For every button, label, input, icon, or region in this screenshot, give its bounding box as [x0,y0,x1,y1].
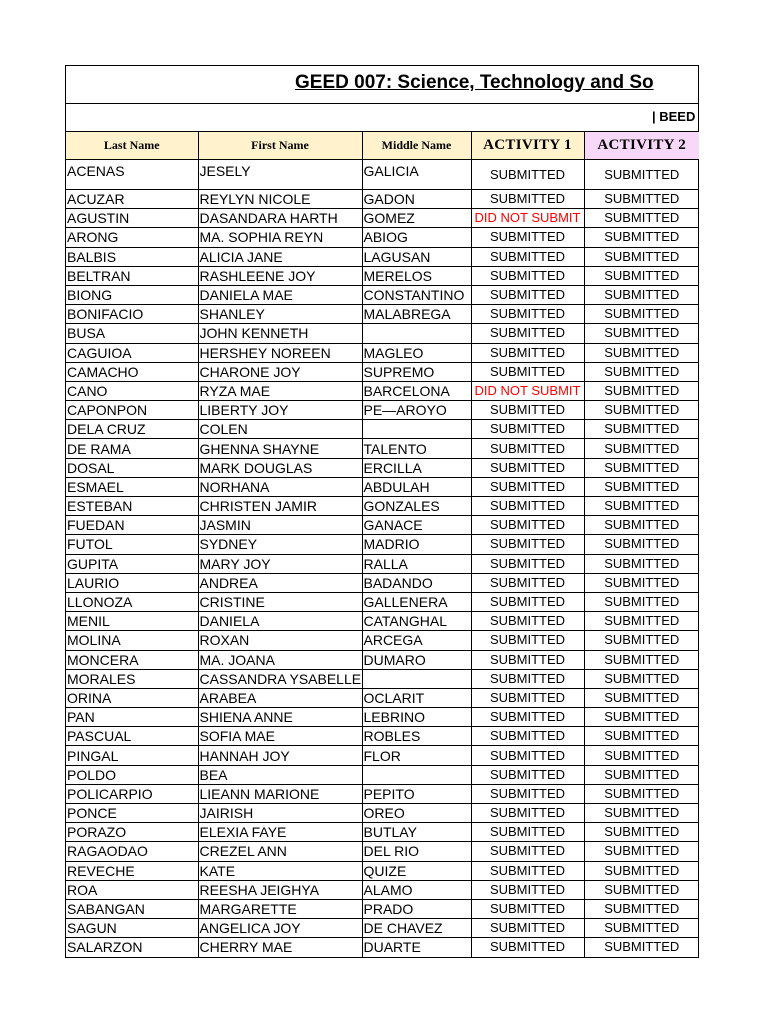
cell-last-name[interactable]: SAGUN [66,919,198,938]
table-row [66,401,699,420]
cell-activity-1[interactable]: SUBMITTED [471,765,584,784]
cell-activity-2[interactable]: SUBMITTED [584,458,699,477]
cell-first-name[interactable]: NORHANA [198,477,362,496]
cell-activity-1[interactable]: SUBMITTED [471,708,584,727]
cell-activity-2[interactable]: SUBMITTED [584,535,699,554]
cell-activity-2[interactable]: SUBMITTED [584,160,699,190]
cell-activity-2[interactable]: SUBMITTED [584,765,699,784]
cell-middle-name[interactable] [362,669,471,688]
cell-activity-1[interactable]: SUBMITTED [471,650,584,669]
cell-activity-2[interactable]: SUBMITTED [584,305,699,324]
cell-last-name[interactable]: CAPONPON [66,401,198,420]
cell-first-name[interactable]: CHARONE JOY [198,362,362,381]
cell-last-name[interactable]: ACUZAR [66,190,198,209]
cell-first-name[interactable]: MA. SOPHIA REYN [198,228,362,247]
cell-first-name[interactable]: SOFIA MAE [198,727,362,746]
cell-last-name[interactable]: PAN [66,708,198,727]
cell-middle-name[interactable]: ERCILLA [362,458,471,477]
cell-activity-2[interactable]: SUBMITTED [584,209,699,228]
cell-middle-name[interactable]: DEL RIO [362,842,471,861]
cell-last-name[interactable]: DELA CRUZ [66,420,198,439]
cell-middle-name[interactable]: CONSTANTINO [362,285,471,304]
cell-activity-1[interactable]: SUBMITTED [471,535,584,554]
cell-first-name[interactable]: DANIELA [198,612,362,631]
header-middle-name[interactable]: Middle Name [362,132,471,160]
cell-middle-name[interactable]: GALICIA [362,160,471,190]
cell-last-name[interactable]: PASCUAL [66,727,198,746]
table-row [66,420,699,439]
cell-first-name[interactable]: MARGARETTE [198,899,362,918]
cell-activity-1[interactable]: SUBMITTED [471,324,584,343]
cell-middle-name[interactable]: ABIOG [362,228,471,247]
cell-activity-1[interactable]: SUBMITTED [471,362,584,381]
cell-middle-name[interactable]: ABDULAH [362,477,471,496]
table-row [66,190,699,209]
cell-activity-2[interactable]: SUBMITTED [584,228,699,247]
cell-last-name[interactable]: POLICARPIO [66,784,198,803]
cell-middle-name[interactable]: DE CHAVEZ [362,919,471,938]
cell-first-name[interactable]: HANNAH JOY [198,746,362,765]
cell-activity-2[interactable]: SUBMITTED [584,823,699,842]
cell-first-name[interactable]: CHRISTEN JAMIR [198,497,362,516]
cell-middle-name[interactable]: QUIZE [362,861,471,880]
cell-activity-2[interactable]: SUBMITTED [584,938,699,957]
cell-activity-1[interactable]: SUBMITTED [471,439,584,458]
cell-first-name[interactable]: RASHLEENE JOY [198,266,362,285]
cell-first-name[interactable]: ANGELICA JOY [198,919,362,938]
cell-first-name[interactable]: DASANDARA HARTH [198,209,362,228]
cell-activity-2[interactable]: SUBMITTED [584,842,699,861]
cell-middle-name[interactable]: PRADO [362,899,471,918]
cell-middle-name[interactable]: DUMARO [362,650,471,669]
cell-last-name[interactable]: ORINA [66,688,198,707]
table-row [66,324,699,343]
cell-last-name[interactable]: ESTEBAN [66,497,198,516]
cell-middle-name[interactable]: RALLA [362,554,471,573]
cell-first-name[interactable]: ELEXIA FAYE [198,823,362,842]
cell-first-name[interactable]: JOHN KENNETH [198,324,362,343]
cell-activity-1[interactable]: SUBMITTED [471,669,584,688]
cell-middle-name[interactable]: BUTLAY [362,823,471,842]
subtitle-row [66,104,698,132]
cell-first-name[interactable]: RYZA MAE [198,381,362,400]
table-row [66,650,699,669]
cell-activity-2[interactable]: SUBMITTED [584,899,699,918]
cell-last-name[interactable]: ROA [66,880,198,899]
cell-first-name[interactable]: COLEN [198,420,362,439]
header-activity-2[interactable]: ACTIVITY 2 [584,132,699,160]
table-row [66,285,699,304]
table-row [66,842,699,861]
table-row [66,612,699,631]
cell-middle-name[interactable]: MALABREGA [362,305,471,324]
cell-last-name[interactable]: DE RAMA [66,439,198,458]
table-row [66,573,699,592]
title-row [66,66,698,104]
cell-middle-name[interactable] [362,420,471,439]
table-row [66,592,699,611]
cell-activity-1[interactable]: DID NOT SUBMIT [471,209,584,228]
cell-middle-name[interactable]: MAGLEO [362,343,471,362]
cell-activity-1[interactable]: SUBMITTED [471,305,584,324]
cell-activity-1[interactable]: SUBMITTED [471,880,584,899]
cell-last-name[interactable]: FUTOL [66,535,198,554]
cell-middle-name[interactable]: LEBRINO [362,708,471,727]
cell-last-name[interactable]: MONCERA [66,650,198,669]
cell-activity-2[interactable]: SUBMITTED [584,631,699,650]
table-row [66,458,699,477]
cell-middle-name[interactable]: ALAMO [362,880,471,899]
cell-middle-name[interactable]: GALLENERA [362,592,471,611]
cell-last-name[interactable]: PORAZO [66,823,198,842]
table-row [66,804,699,823]
cell-last-name[interactable]: DOSAL [66,458,198,477]
cell-activity-2[interactable]: SUBMITTED [584,190,699,209]
table-row [66,708,699,727]
cell-first-name[interactable]: JAIRISH [198,804,362,823]
cell-middle-name[interactable]: MERELOS [362,266,471,285]
cell-activity-2[interactable]: SUBMITTED [584,804,699,823]
cell-first-name[interactable]: CRISTINE [198,592,362,611]
cell-activity-2[interactable]: SUBMITTED [584,727,699,746]
cell-first-name[interactable]: MARY JOY [198,554,362,573]
cell-activity-2[interactable]: SUBMITTED [584,708,699,727]
cell-activity-1[interactable]: SUBMITTED [471,228,584,247]
sheet-subtitle: | BEED [652,109,696,124]
cell-last-name[interactable]: CAGUIOA [66,343,198,362]
cell-activity-2[interactable]: SUBMITTED [584,650,699,669]
cell-last-name[interactable]: ARONG [66,228,198,247]
cell-activity-1[interactable]: SUBMITTED [471,477,584,496]
cell-middle-name[interactable]: TALENTO [362,439,471,458]
cell-activity-2[interactable]: SUBMITTED [584,324,699,343]
cell-activity-2[interactable]: SUBMITTED [584,343,699,362]
table-row [66,727,699,746]
table-row [66,688,699,707]
cell-last-name[interactable]: BONIFACIO [66,305,198,324]
cell-middle-name[interactable]: GONZALES [362,497,471,516]
cell-first-name[interactable]: HERSHEY NOREEN [198,343,362,362]
cell-activity-1[interactable]: SUBMITTED [471,497,584,516]
table-row [66,938,699,957]
cell-activity-1[interactable]: SUBMITTED [471,554,584,573]
cell-activity-1[interactable]: SUBMITTED [471,573,584,592]
cell-last-name[interactable]: CANO [66,381,198,400]
student-activity-table [66,132,699,958]
cell-middle-name[interactable]: SUPREMO [362,362,471,381]
cell-activity-1[interactable]: SUBMITTED [471,804,584,823]
cell-first-name[interactable]: SYDNEY [198,535,362,554]
cell-last-name[interactable]: RAGAODAO [66,842,198,861]
cell-activity-2[interactable]: SUBMITTED [584,401,699,420]
table-row [66,535,699,554]
table-row [66,266,699,285]
cell-middle-name[interactable]: CATANGHAL [362,612,471,631]
cell-activity-2[interactable]: SUBMITTED [584,688,699,707]
cell-activity-2[interactable]: SUBMITTED [584,880,699,899]
cell-activity-1[interactable]: SUBMITTED [471,938,584,957]
cell-activity-2[interactable]: SUBMITTED [584,746,699,765]
cell-first-name[interactable]: ROXAN [198,631,362,650]
cell-activity-1[interactable]: SUBMITTED [471,919,584,938]
cell-activity-1[interactable]: SUBMITTED [471,861,584,880]
cell-first-name[interactable]: DANIELA MAE [198,285,362,304]
cell-activity-1[interactable]: SUBMITTED [471,190,584,209]
cell-activity-2[interactable]: SUBMITTED [584,362,699,381]
cell-first-name[interactable]: CASSANDRA YSABELLE [199,670,362,687]
cell-last-name[interactable]: ESMAEL [66,477,198,496]
cell-activity-2[interactable]: SUBMITTED [584,919,699,938]
cell-activity-1[interactable]: SUBMITTED [471,160,584,190]
cell-first-name[interactable]: REESHA JEIGHYA [198,880,362,899]
cell-middle-name[interactable]: ARCEGA [362,631,471,650]
cell-first-name[interactable]: SHANLEY [198,305,362,324]
table-row [66,919,699,938]
cell-first-name[interactable]: LIEANN MARIONE [198,784,362,803]
cell-last-name[interactable]: SABANGAN [66,899,198,918]
cell-activity-2[interactable]: SUBMITTED [584,516,699,535]
cell-middle-name[interactable]: DUARTE [362,938,471,957]
cell-activity-2[interactable]: SUBMITTED [584,266,699,285]
cell-activity-2[interactable]: SUBMITTED [584,381,699,400]
cell-last-name[interactable]: SALARZON [66,938,198,957]
cell-middle-name[interactable]: OCLARIT [362,688,471,707]
cell-middle-name[interactable]: LAGUSAN [362,247,471,266]
cell-activity-1[interactable]: SUBMITTED [471,612,584,631]
table-row [66,497,699,516]
cell-activity-1[interactable]: SUBMITTED [471,420,584,439]
cell-activity-1[interactable]: SUBMITTED [471,247,584,266]
cell-activity-2[interactable]: SUBMITTED [584,669,699,688]
cell-activity-2[interactable]: SUBMITTED [584,247,699,266]
cell-middle-name[interactable]: GOMEZ [362,209,471,228]
cell-activity-2[interactable]: SUBMITTED [584,285,699,304]
cell-activity-1[interactable]: SUBMITTED [471,784,584,803]
cell-middle-name[interactable] [362,765,471,784]
table-row [66,899,699,918]
table-row [66,746,699,765]
cell-middle-name[interactable]: BADANDO [362,573,471,592]
cell-activity-1[interactable]: SUBMITTED [471,401,584,420]
cell-first-name[interactable]: JASMIN [198,516,362,535]
table-row [66,305,699,324]
cell-activity-2[interactable]: SUBMITTED [584,592,699,611]
table-row [66,228,699,247]
table-row [66,631,699,650]
table-row [66,554,699,573]
cell-activity-1[interactable]: SUBMITTED [471,343,584,362]
cell-last-name[interactable]: PINGAL [66,746,198,765]
table-row [66,247,699,266]
cell-activity-2[interactable]: SUBMITTED [584,497,699,516]
cell-first-name[interactable]: LIBERTY JOY [198,401,362,420]
cell-activity-2[interactable]: SUBMITTED [584,573,699,592]
table-row [66,861,699,880]
table-row [66,516,699,535]
spreadsheet-sheet [65,65,699,958]
cell-middle-name[interactable]: PE—AROYO [362,401,471,420]
table-row [66,381,699,400]
cell-last-name[interactable]: CAMACHO [66,362,198,381]
table-row [66,439,699,458]
table-body [66,160,699,958]
table-row [66,160,699,190]
cell-activity-2[interactable]: SUBMITTED [584,784,699,803]
cell-activity-1[interactable]: SUBMITTED [471,823,584,842]
table-row [66,343,699,362]
header-first-name[interactable]: First Name [198,132,362,160]
cell-last-name[interactable]: GUPITA [66,554,198,573]
cell-middle-name[interactable]: GADON [362,190,471,209]
cell-activity-1[interactable]: DID NOT SUBMIT [471,381,584,400]
cell-first-name[interactable]: KATE [198,861,362,880]
table-row [66,209,699,228]
cell-activity-1[interactable]: SUBMITTED [471,899,584,918]
table-row [66,784,699,803]
cell-activity-1[interactable]: SUBMITTED [471,285,584,304]
cell-first-name[interactable]: ALICIA JANE [198,247,362,266]
cell-middle-name[interactable]: ROBLES [362,727,471,746]
cell-first-name[interactable]: SHIENA ANNE [198,708,362,727]
sheet-title: GEED 007: Science, Technology and So [295,72,654,93]
cell-middle-name[interactable]: GANACE [362,516,471,535]
table-row [66,669,699,688]
cell-activity-2[interactable]: SUBMITTED [584,477,699,496]
table-row [66,765,699,784]
cell-last-name[interactable]: MOLINA [66,631,198,650]
cell-first-name[interactable]: CHERRY MAE [198,938,362,957]
cell-last-name[interactable]: LAURIO [66,573,198,592]
cell-last-name[interactable]: MENIL [66,612,198,631]
cell-activity-1[interactable]: SUBMITTED [471,727,584,746]
cell-activity-1[interactable]: SUBMITTED [471,746,584,765]
header-last-name[interactable]: Last Name [66,132,198,160]
cell-last-name[interactable]: FUEDAN [66,516,198,535]
header-row [66,132,699,160]
cell-first-name[interactable]: BEA [198,765,362,784]
table-row [66,823,699,842]
cell-last-name[interactable]: PONCE [66,804,198,823]
cell-middle-name[interactable]: FLOR [362,746,471,765]
cell-first-name[interactable]: GHENNA SHAYNE [198,439,362,458]
cell-last-name[interactable]: BIONG [66,285,198,304]
cell-activity-1[interactable]: SUBMITTED [471,631,584,650]
cell-middle-name[interactable] [362,324,471,343]
cell-last-name[interactable]: BUSA [66,324,198,343]
cell-activity-1[interactable]: SUBMITTED [471,592,584,611]
cell-first-name[interactable]: MA. JOANA [198,650,362,669]
table-row [66,880,699,899]
cell-activity-1[interactable]: SUBMITTED [471,266,584,285]
cell-activity-2[interactable]: SUBMITTED [584,420,699,439]
cell-first-name[interactable]: CREZEL ANN [198,842,362,861]
cell-first-name[interactable]: ANDREA [198,573,362,592]
cell-last-name[interactable]: ACENAS [66,160,198,190]
cell-activity-2[interactable]: SUBMITTED [584,861,699,880]
cell-last-name[interactable]: LLONOZA [66,592,198,611]
cell-last-name[interactable]: MORALES [66,669,198,688]
cell-middle-name[interactable]: BARCELONA [362,381,471,400]
cell-first-name[interactable]: ARABEA [198,688,362,707]
cell-activity-2[interactable]: SUBMITTED [584,554,699,573]
cell-last-name[interactable]: AGUSTIN [66,209,198,228]
cell-first-name[interactable]: MARK DOUGLAS [198,458,362,477]
table-row [66,477,699,496]
cell-first-name[interactable]: REYLYN NICOLE [198,190,362,209]
cell-activity-1[interactable]: SUBMITTED [471,516,584,535]
cell-last-name[interactable]: REVECHE [66,861,198,880]
cell-last-name[interactable]: BALBIS [66,247,198,266]
cell-last-name[interactable]: POLDO [66,765,198,784]
cell-middle-name[interactable]: OREO [362,804,471,823]
cell-last-name[interactable]: BELTRAN [66,266,198,285]
cell-activity-1[interactable]: SUBMITTED [471,688,584,707]
cell-first-name[interactable]: JESELY [198,160,362,190]
table-row [66,362,699,381]
cell-activity-1[interactable]: SUBMITTED [471,458,584,477]
cell-middle-name[interactable]: MADRIO [362,535,471,554]
cell-activity-2[interactable]: SUBMITTED [584,612,699,631]
cell-middle-name[interactable]: PEPITO [362,784,471,803]
cell-activity-2[interactable]: SUBMITTED [584,439,699,458]
cell-activity-1[interactable]: SUBMITTED [471,842,584,861]
header-activity-1[interactable]: ACTIVITY 1 [471,132,584,160]
